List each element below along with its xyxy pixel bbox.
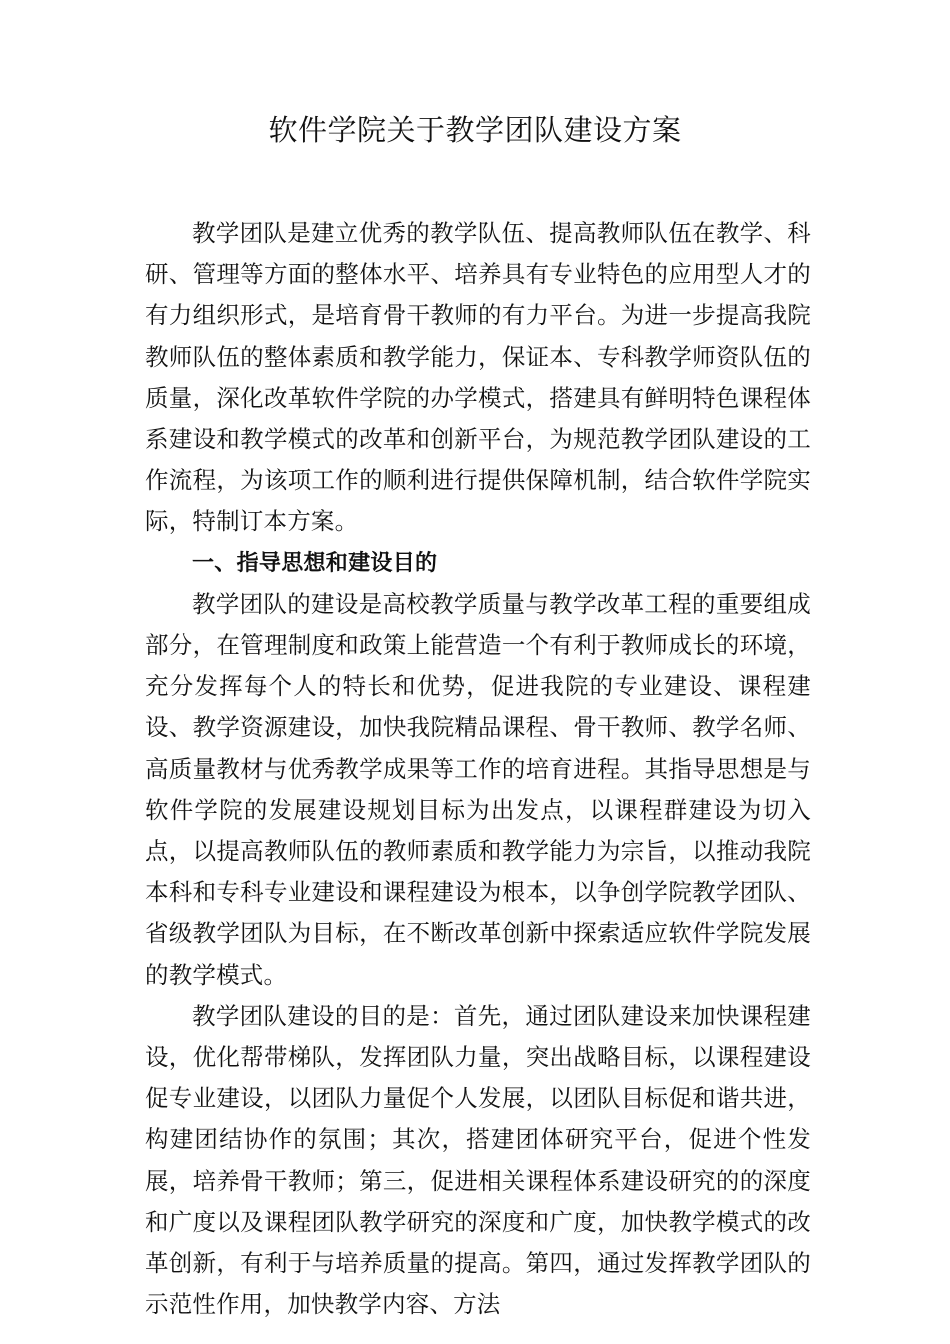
document-body bbox=[145, 213, 811, 1326]
section-1-paragraph-1: 教学团队的建设是高校教学质量与教学改革工程的重要组成部分，在管理制度和政策上能营造一个有利于教师成长的环境，充分发挥每个人的特长和优势，促进我院的专业建设、课程建设、教学资源建设，加快我院精品课程、骨干教师、教学名师、高质量教材与优秀教学成果等工作的培育进程。其指导思想是与软件学院的发展建设规划目标为出发点，以课程群建设为切入点，以提高教师队伍的教师素质和教学能力为宗旨，以推动我院本科和专科专业建设和课程建设为根本，以争创学院教学团队、省级教学团队为目标，在不断改革创新中探索适应软件学院发展的教学模式。 bbox=[145, 589, 811, 989]
intro-paragraph: 教学团队是建立优秀的教学队伍、提高教师队伍在教学、科研、管理等方面的整体水平、培养具有专业特色的应用型人才的有力组织形式，是培育骨干教师的有力平台。为进一步提高我院教师队伍的整体素质和教学能力，保证本、专科教学师资队伍的质量，深化改革软件学院的办学模式，搭建具有鲜明特色课程体系建设和教学模式的改革和创新平台，为规范教学团队建设的工作流程，为该项工作的顺利进行提供保障机制，结合软件学院实际，特制订本方案。 bbox=[145, 219, 811, 536]
section-1-paragraph-2: 教学团队建设的目的是：首先，通过团队建设来加快课程建设，优化帮带梯队，发挥团队力量，突出战略目标，以课程建设促专业建设，以团队力量促个人发展，以团队目标促和谐共进，构建团结协作的氛围；其次，搭建团体研究平台，促进个性发展，培养骨干教师；第三，促进相关课程体系建设研究的的深度和广度以及课程团队教学研究的深度和广度，加快教学模式的改革创新，有利于与培养质量的提高。第四，通过发挥教学团队的示范性作用，加快教学内容、方法 bbox=[145, 1001, 811, 1319]
document-title: 软件学院关于教学团队建设方案 bbox=[268, 113, 682, 147]
section-heading-guiding-ideology: 一、指导思想和建设目的 bbox=[192, 550, 438, 576]
